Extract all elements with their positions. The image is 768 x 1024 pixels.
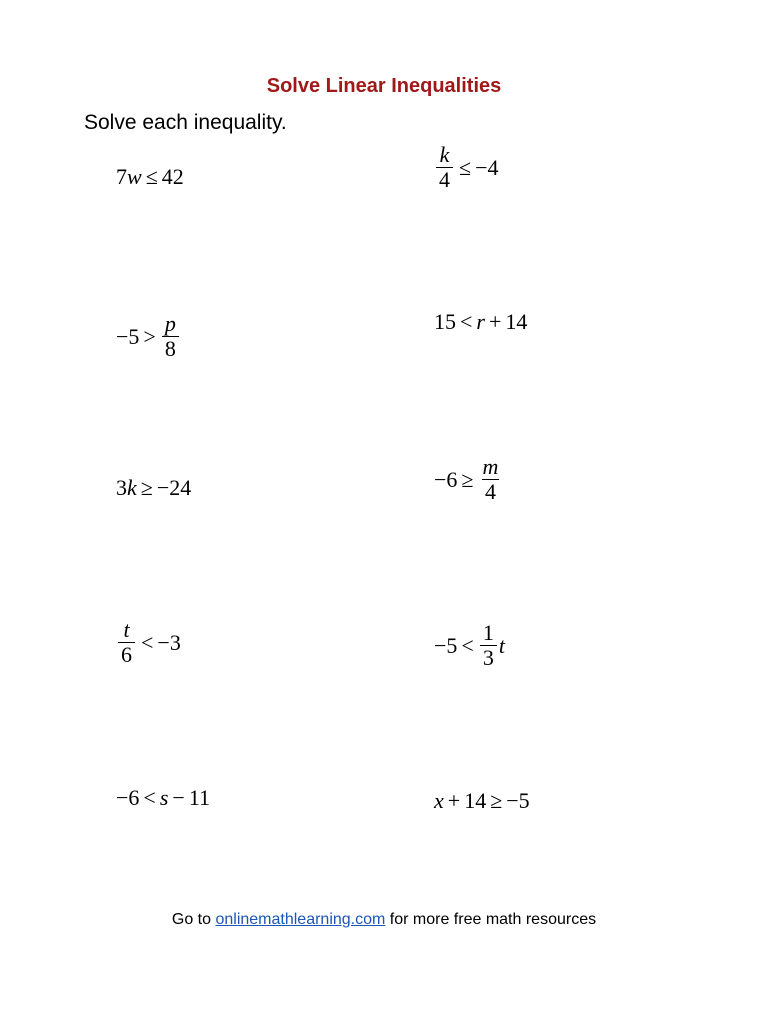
variable: w [127, 164, 142, 189]
operator: < [143, 785, 156, 810]
operator-2: ≥ [490, 788, 503, 813]
problem-8 [434, 621, 505, 670]
denominator: 3 [480, 645, 497, 670]
operator: > [143, 323, 156, 349]
left-hand-side: 15 [434, 309, 456, 334]
coefficient: 3 [116, 475, 127, 500]
problem-2 [434, 143, 499, 192]
fraction [118, 618, 135, 667]
right-hand-side: −4 [475, 154, 499, 180]
left-hand-side: −5 [434, 632, 458, 658]
numerator: k [439, 142, 450, 167]
problem-6 [434, 455, 503, 504]
operator-2: − [172, 785, 185, 810]
operator: + [447, 788, 461, 813]
operator: < [141, 629, 154, 655]
right-hand-side: 14 [505, 309, 528, 334]
left-hand-side: −6 [116, 785, 140, 810]
page-title: Solve Linear Inequalities [266, 75, 502, 97]
fraction [480, 621, 497, 670]
operator-2: + [488, 309, 502, 334]
problem-3 [116, 312, 181, 361]
variable: t [498, 632, 505, 658]
middle-term: 14 [464, 788, 487, 813]
denominator: 6 [118, 642, 135, 667]
numerator: m [482, 454, 499, 479]
denominator: 4 [482, 479, 499, 504]
right-hand-side: −24 [156, 475, 192, 500]
denominator: 8 [162, 336, 179, 361]
instruction-text: Solve each inequality. [84, 111, 287, 134]
left-hand-side: −6 [434, 466, 458, 492]
operator: ≤ [459, 154, 472, 180]
problem-1 [116, 164, 184, 190]
numerator: p [164, 311, 176, 336]
operator: ≤ [145, 164, 158, 189]
variable: x [434, 788, 444, 813]
footer-prefix: Go to [171, 911, 216, 928]
variable: k [127, 475, 137, 500]
right-hand-side: −5 [506, 788, 530, 813]
fraction [480, 455, 502, 504]
left-hand-side: −5 [116, 323, 140, 349]
footer [0, 911, 768, 929]
variable: r [476, 309, 485, 334]
numerator: 1 [482, 620, 494, 645]
operator: ≥ [461, 466, 474, 492]
operator: < [460, 309, 473, 334]
coefficient: 7 [116, 164, 127, 189]
right-hand-side: 11 [188, 785, 211, 810]
operator: ≥ [140, 475, 153, 500]
problem-4 [434, 309, 527, 335]
fraction [162, 312, 179, 361]
denominator: 4 [436, 167, 453, 192]
problem-10 [434, 788, 530, 814]
footer-link[interactable]: onlinemathlearning.com [215, 911, 386, 928]
fraction [436, 143, 453, 192]
right-hand-side: 42 [161, 164, 184, 189]
footer-suffix: for more free math resources [385, 911, 597, 928]
problem-7 [116, 618, 181, 667]
numerator: t [123, 617, 130, 642]
problem-5 [116, 475, 191, 501]
problem-9 [116, 785, 210, 811]
variable: s [159, 785, 169, 810]
operator: < [461, 632, 474, 658]
right-hand-side: −3 [157, 629, 181, 655]
